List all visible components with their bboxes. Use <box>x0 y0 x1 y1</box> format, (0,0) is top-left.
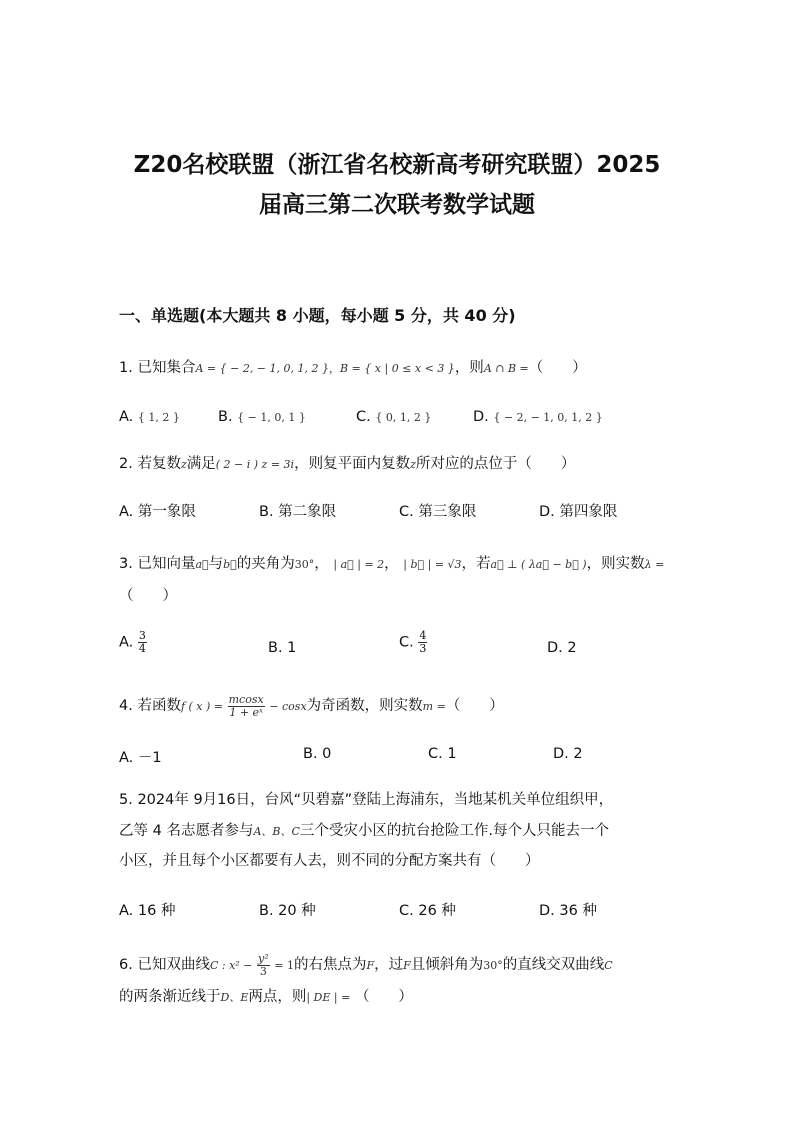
q3-option-b: B. 1 <box>268 640 297 656</box>
q2-option-c: C. 第三象限 <box>399 504 477 520</box>
question-1 <box>119 354 587 383</box>
q2-prefix: 2. 若复数 <box>119 456 181 472</box>
q2-option-a: A. 第一象限 <box>119 504 196 520</box>
q2-var-z2: z <box>410 458 416 471</box>
q3-perpendicular: a⃗ ⊥ ( λa⃗ − b⃗ ) <box>490 558 587 571</box>
q5-option-d: D. 36 种 <box>539 903 597 919</box>
q5-option-b: B. 20 种 <box>259 903 316 919</box>
q3-vector-b: b⃗ <box>223 558 237 571</box>
q1-set-a: A = { − 2, − 1, 0, 1, 2 } <box>195 362 329 375</box>
q3-magnitude-b: | b⃗ | = √3 <box>403 558 462 571</box>
q1-option-a: A. { 1, 2 } <box>119 409 180 425</box>
q2-mid2: ，则复平面内复数 <box>294 456 411 472</box>
q3-line2: （ ） <box>119 588 177 604</box>
q1-mid: ，则 <box>454 360 484 376</box>
q6-hyperbola: C : x² − <box>209 959 253 972</box>
q3-option-d: D. 2 <box>547 640 577 656</box>
question-4: 4. 若函数f ( x ) = $\frac{mcosx}{\text{1 + eˣ}}$ − cosx为奇函数，则实数m =（ ） <box>119 692 504 719</box>
q2-var-z: z <box>180 458 187 471</box>
q3-vector-a: a⃗ <box>195 558 209 571</box>
q6-fraction: $\frac{\text{y²}}{3}$ <box>258 951 269 978</box>
q1-suffix: （ ） <box>528 360 587 376</box>
q3-option-c: C. $\frac{4}{3}$ <box>399 629 427 655</box>
question-5-line2: 乙等 4 名志愿者参与A、B、C三个受灾小区的抗台抢险工作.每个人只能去一个 <box>119 823 610 839</box>
q1-option-d: D. { − 2, − 1, 0, 1, 2 } <box>473 409 603 425</box>
question-5-line1: 5. 2024年 9月16日，台风“贝碧嘉”登陆上海浦东，当地某机关单位组织甲， <box>119 792 614 808</box>
q2-option-d: D. 第四象限 <box>539 504 618 520</box>
q4-option-c: C. 1 <box>428 746 457 762</box>
question-2 <box>119 450 575 479</box>
q5-option-a: A. 16 种 <box>119 903 176 919</box>
question-3: 3. 已知向量a⃗与b⃗的夹角为30°， | a⃗ | = 2， | b⃗ | = √3，若a⃗ ⊥ ( λa⃗ − b⃗ )，则实数λ = <box>119 556 665 572</box>
q3-magnitude-a: | a⃗ | = 2 <box>333 558 385 571</box>
q4-option-a: A. －1 <box>119 750 162 766</box>
q3-option-a: A. $\frac{3}{4}$ <box>119 629 146 655</box>
q3-lambda: λ = <box>644 558 665 571</box>
q6-distance: | DE | = <box>306 991 351 1004</box>
question-5-line3: 小区，并且每个小区都要有人去，则不同的分配方案共有（ ） <box>119 853 540 869</box>
q1-prefix: 1. 已知集合 <box>119 360 196 376</box>
q2-mid1: 满足 <box>186 456 216 472</box>
q4-fraction: $\frac{mcosx}{\text{1 + eˣ}}$ <box>228 692 264 719</box>
q4-option-b: B. 0 <box>303 746 332 762</box>
exam-title-line1: Z20名校联盟（浙江省名校新高考研究联盟）2025 <box>133 152 661 178</box>
q5-option-c: C. 26 种 <box>399 903 456 919</box>
q2-equation: ( 2 − i ) z = 3i <box>215 458 295 471</box>
q2-suffix: 所对应的点位于（ ） <box>415 456 576 472</box>
question-6-line2: 的两条渐近线于D、E两点，则| DE | = （ ） <box>119 989 413 1005</box>
q1-option-b: B. { − 1, 0, 1 } <box>218 409 306 425</box>
exam-title-line2: 届高三第二次联考数学试题 <box>259 192 535 218</box>
q1-set-b: B = { x | 0 ≤ x < 3 } <box>340 362 455 375</box>
q4-var-m: m = <box>422 700 446 713</box>
q1-option-c: C. { 0, 1, 2 } <box>356 409 432 425</box>
q2-option-b: B. 第二象限 <box>259 504 337 520</box>
q4-option-d: D. 2 <box>553 746 583 762</box>
section-heading: 一、单选题(本大题共 8 小题，每小题 5 分，共 40 分) <box>119 306 516 325</box>
question-6-line1: 6. 已知双曲线C : x² − $\frac{\text{y²}}{3}$ = 1的右焦点为F，过F且倾斜角为30°的直线交双曲线C <box>119 951 613 978</box>
q5-communities: A、B、C <box>253 825 300 838</box>
q1-intersection: A ∩ B = <box>483 362 529 375</box>
q4-function: f ( x ) = <box>180 700 224 713</box>
q3-angle: 30° <box>294 558 315 571</box>
q1-sep: ， <box>329 362 340 375</box>
